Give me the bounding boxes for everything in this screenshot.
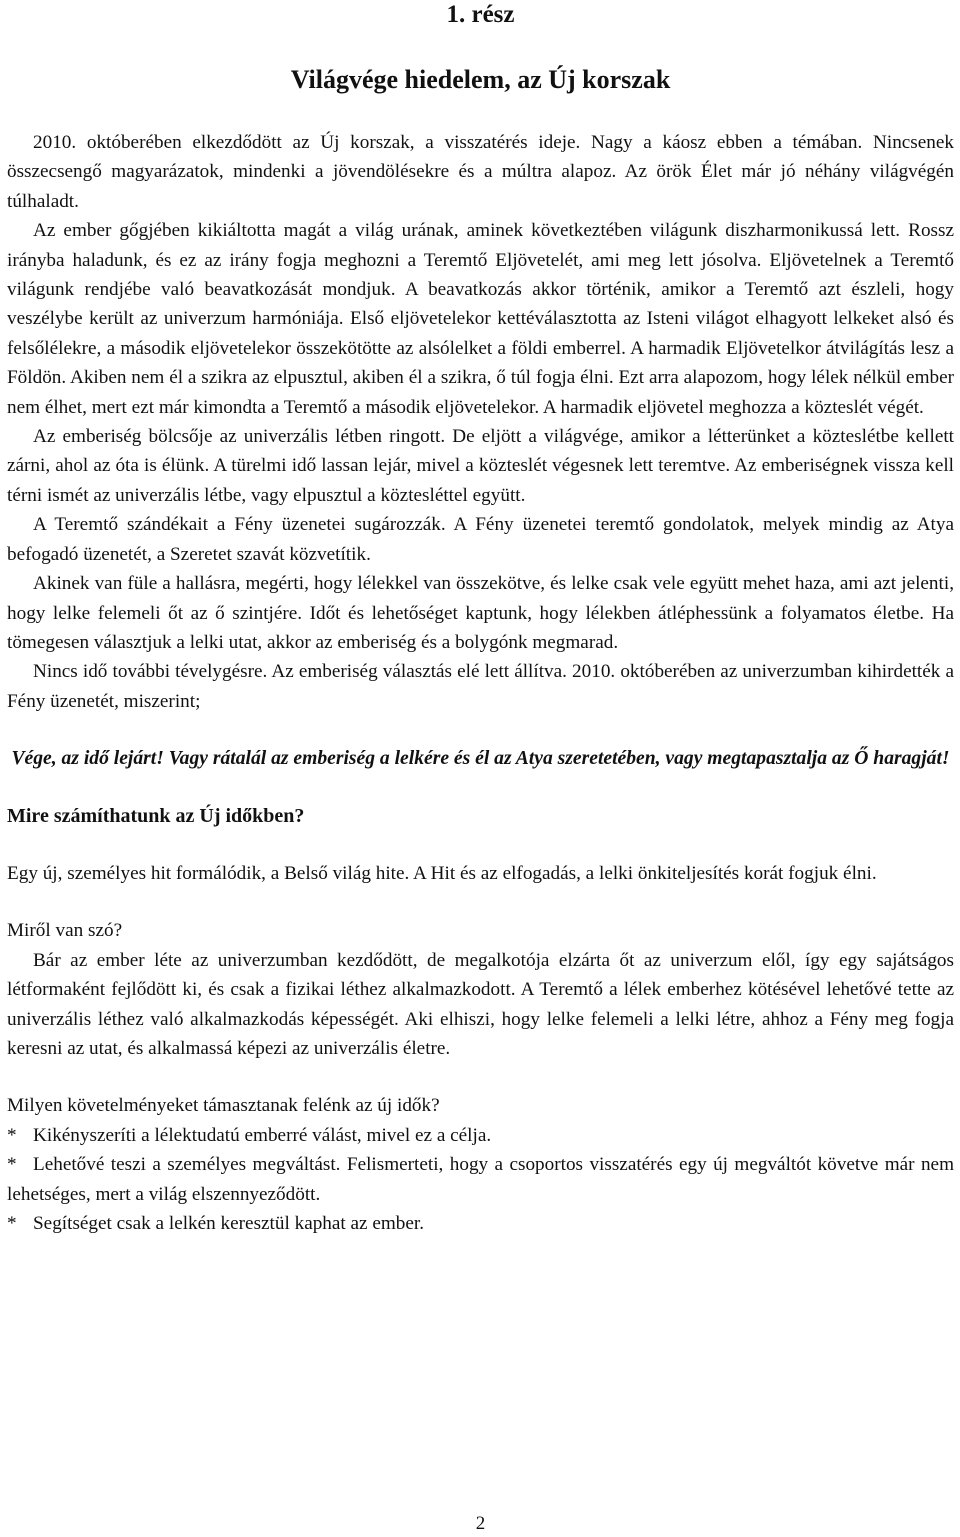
spacer <box>7 1063 954 1091</box>
paragraph-arrogance: Az ember gőgjében kikiáltotta magát a világ urának, aminek következtében világunk diszharmonikussá lett. Rossz irányba haladunk, és ez az irány fogja meghozni a Teremtő Eljövetelét, ami meg lett jósolva. Eljövetelnek a Teremtő világunk rendjébe való beavatkozását mondjuk. A beavatkozás akkor történik, amikor a Teremtő azt észleli, hogy veszélybe került az univerzum harmóniája. Első eljövetelekor kettéválasztotta az Isteni világot elhagyott lelkeket alsó és felsőlélekre, a második eljövetelekor összekötötte az alsólelket a földi emberrel. A harmadik Eljövetelkor átvilágítás lesz a Földön. Akiben nem él a szikra az elpusztul, akiben él a szikra, ő túl fogja élni. Ezt arra alapozom, hogy lélek nélkül ember nem élhet, mert ezt már kimondta a Teremtő a második eljövetelekor. A harmadik eljövetel meghozza a közteslét végét. <box>7 220 954 418</box>
bullet-star: * <box>7 1154 17 1176</box>
bullet-star: * <box>7 1124 17 1146</box>
requirement-text: Lehetővé teszi a személyes megváltást. Felismerteti, hogy a csoportos visszatérés egy új megváltót követve már nem lehetséges, mert a világ elszennyeződött. <box>7 1154 954 1205</box>
part-heading: 1. rész <box>446 1 515 28</box>
bullet-star: * <box>7 1213 17 1234</box>
motto-quote: Vége, az idő lejárt! Vagy rátalál az emberiség a lelkére és él az Atya szeretetében, vagy megtapasztalja az Ő haragját! <box>11 748 950 770</box>
new-times-text: Egy új, személyes hit formálódik, a Belső világ hite. A Hit és az elfogadás, a lelki önkiteljesítés korát fogjuk élni. <box>7 862 877 884</box>
requirement-item <box>7 1150 954 1209</box>
paragraph-hearing: Akinek van füle a hallásra, megérti, hogy lélekkel van összekötve, és lelke csak vele együtt mehet haza, ami azt jelenti, hogy lelke felemeli őt az ő szintjére. Időt és lehetőséget kaptunk, hogy lélekben átléphessünk a folyamatos életbe. Ha tömegesen választjuk a lelki utat, akkor az emberiség és a bolygónk megmarad. <box>7 573 954 653</box>
question-heading: Mire számíthatunk az Új időkben? <box>7 804 305 827</box>
requirement-item <box>7 1121 954 1150</box>
requirement-text: Kikényszeríti a lélektudatú emberré válást, mivel ez a célja. <box>33 1124 492 1146</box>
paragraph-cradle: Az emberiség bölcsője az univerzális létben ringott. De eljött a világvége, amikor a létterünket a közteslétbe kellett zárni, ahol az óta is élünk. A türelmi idő lassan lejár, mivel a közteslét végesnek lett teremtve. Az emberiségnek vissza kell térni ismét az univerzális létbe, vagy elpusztul a köztesléttel együtt. <box>7 426 954 506</box>
what-about-heading: Miről van szó? <box>7 920 123 942</box>
chapter-title: Világvége hiedelem, az Új korszak <box>290 65 671 94</box>
requirement-text: Segítséget csak a lelkén keresztül kaphat az ember. <box>33 1213 425 1234</box>
what-about-text: Bár az ember léte az univerzumban kezdődött, de megalkotója elzárta őt az univerzum elől, így egy sajátságos létformaként fejlődött ki, és csak a fizikai léthez alkalmazkodott. A Teremtő a lélek emberhez kötésével lehetővé tette az univerzális léthez való alkalmazkodás képességét. Aki elhiszi, hogy lelke felemeli a lelki létre, ahhoz a Fény meg fogja keresni az utat, és alkalmassá képezi az univerzális életre. <box>7 949 954 1059</box>
requirements-heading: Milyen követelményeket támasztanak felénk az új idők? <box>7 1095 440 1117</box>
page-number: 2 <box>475 1513 486 1534</box>
paragraph-creator-intent: A Teremtő szándékait a Fény üzenetei sugározzák. A Fény üzenetei teremtő gondolatok, melyek mindig az Atya befogadó üzenetét, a Szeretet szavát közvetítik. <box>7 514 954 565</box>
spacer <box>7 831 954 859</box>
paragraph-intro: 2010. októberében elkezdődött az Új korszak, a visszatérés ideje. Nagy a káosz ebben a témában. Nincsenek összecsengő magyarázatok, mindenki a jövendölésekre és a múltra alapoz. Az örök Élet már jó néhány világvégén túlhaladt. <box>7 132 954 212</box>
requirement-item <box>7 1209 954 1238</box>
paragraph-no-time: Nincs idő további tévelygésre. Az emberiség választás elé lett állítva. 2010. októberében az univerzumban kihirdették a Fény üzenetét, miszerint; <box>7 661 954 712</box>
spacer <box>7 774 954 802</box>
document-body <box>7 128 954 1238</box>
spacer <box>7 716 954 744</box>
spacer <box>7 888 954 916</box>
